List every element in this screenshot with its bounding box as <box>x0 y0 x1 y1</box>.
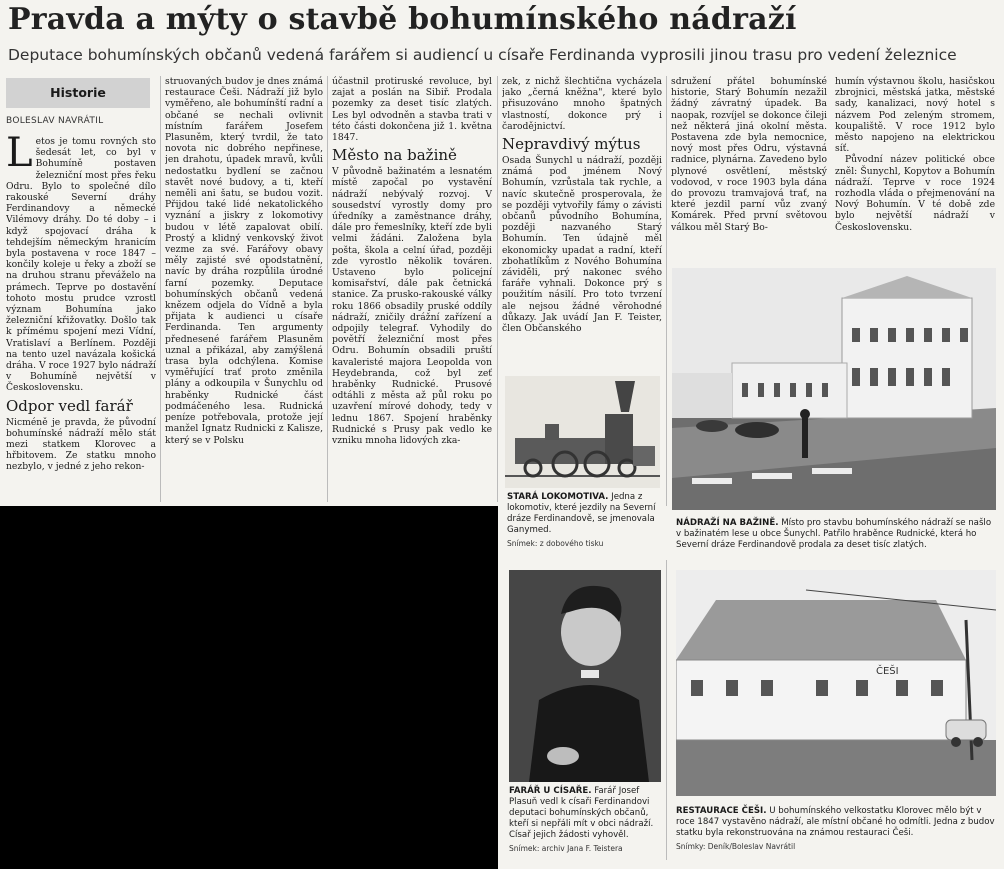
column-2 <box>165 76 323 502</box>
column-1-text-2: Nicméně je pravda, že původní bohumínské nádraží mělo stát mezi statkem Klorovec a hřbitovem. Ze statku mnoho nezbylo, v jedné z jeho rekon- <box>6 416 156 473</box>
dropcap: L <box>6 136 33 176</box>
column-6 <box>835 76 995 266</box>
column-5-text: sdružení přátel bohumínské historie, Starý Bohumín nezažil žádný závratný úpadek. Ba naopak, rozvíjel se dokonce čileji než některá jiná okolní města. Postavena zde byla nemocnice, nový most přes Odru, výstavná radnice, plynárna. Zavedeno bylo plynové osvětlení, městský vodovod, v roce 1903 byla dána do provozu tramvajová trať, na které jezdil parní vůz zvaný Komárek. Před první světovou válkou měl Starý Bo- <box>671 76 827 233</box>
caption-priest-title: FARÁŘ U CÍSAŘE. <box>509 786 592 796</box>
subhead-nepravdivy: Nepravdivý mýtus <box>502 135 641 154</box>
column-6-text-2: Původní název politické obce zněl: Šunychl, Kopytov a Bohumín nádraží. Teprve v roce 1924 rozhodla vláda o přejmenování na Nový Bohumín. V té době zde bylo největší nádraží v Československu. <box>835 154 995 233</box>
column-3 <box>332 76 492 502</box>
restaurant-sign: ČEŠI <box>876 666 899 677</box>
column-divider <box>497 76 498 502</box>
column-4-text: zek, z nichž šlechtična vycházela jako „černá kněžna", které bylo přisuzováno mnoho špatných vlastností, dokonce prý i čarodějnictví. <box>502 76 662 132</box>
caption-restaurant <box>676 806 996 852</box>
column-divider <box>666 560 667 860</box>
column-divider <box>327 76 328 502</box>
station-image <box>672 268 996 510</box>
caption-restaurant-title: RESTAURACE ČEŠI. <box>676 806 767 816</box>
column-1-text: etos je tomu rovných sto šedesát let, co byl v Bohumíně postaven železniční most přes řeku Odru. Bylo to společné dílo rakouské Severní dráhy Ferdinandovy a německé Vilémovy dráhy. Do té doby – i když spojovací dráha k tehdejším německým hranicím byla postavena v roce 1847 – končily koleje u řeky a zboží se na druhou stranu převáželo na prámech. Teprve po dostavění tohoto mostu prudce vzrostl význam Bohumína jako železniční křižovatky. Došlo tak k přímému spojení mezi Vídní, Vratislaví a Berlínem. Později na tento uzel navázala košická dráha. V roce 1927 bylo nádraží v Bohumíně největší v Československu. <box>6 136 156 394</box>
column-4-text-2: Osada Šunychl u nádraží, později známá pod jménem Nový Bohumín, vzrůstala tak rychle, a navíc skutečně prosperovala, že se později vytvořily fámy o závisti občanů původního Bohumína, později nazvaného Starý Bohumín. Ten údajně měl ekonomicky upadat a radní, kteří zbohatlíkům z Nového Bohumína záviděli, prý nakonec svého faráře vyhnali. Dokonce prý s použitím násilí. Pro toto tvrzení ale nejsou žádné věrohodné důkazy. Jak uvádí Jan F. Teister, člen Občanského <box>502 155 662 335</box>
rubric-label: Historie <box>6 78 150 108</box>
column-2-text: struovaných budov je dnes známá restaurace Češi. Nádraží již bylo vyměřeno, ale bohumínští radní a občané se nechali ovlivnit místním farářem Josefem Plasuněm, který tvrdil, že tato novota nic dobrého nepřinese, jen drahotu, úpadek mravů, kvůli nedostatku bydlení se začnou stavět nové budovy, a ti, kteří neměli ani šatu, se budou vozit. Přijdou také lidé nekatolického vyznání a jiskry z lokomotivy budou v létě zapalovat obilí. Prostý a klidný venkovský život vezme za své. Farářovy obavy měly zajisté své opodstatnění, navíc by dráha rozpůlila úrodné farní pozemky. Deputace bohumínských občanů vedená knězem odjela do Vídně a byla přijata k audienci u císaře Ferdinanda. Ten argumenty přednesené farářem Plasuněm uznal a přikázal, aby zamýšlená trasa byla odchýlena. Komise vyměřující trať proto změnila plány a odkoupila v Šunychlu od hraběnky Rudnické část podmáčeného lesa. Rudnická peníze potřebovala, protože její manžel Ignatz Rudnicki z Kalisze, který se v Polsku <box>165 76 323 446</box>
column-divider <box>666 76 667 506</box>
author-byline: BOLESLAV NAVRÁTIL <box>6 116 104 126</box>
column-5 <box>671 76 827 266</box>
caption-restaurant-credit: Snímky: Deník/Boleslav Navrátil <box>676 842 796 851</box>
column-4 <box>502 76 662 372</box>
caption-station-text: Místo pro stavbu bohumínského nádraží se našlo v bažinatém lese u obce Šunychl. Patřilo hraběnce Rudnické, která ho Severní dráze Ferdinandově prodala za deset tisíc zlatých. <box>676 518 992 550</box>
caption-locomotive <box>507 492 659 549</box>
priest-portrait-image <box>509 570 661 782</box>
subheadline: Deputace bohumínských občanů vedená farářem si audiencí u císaře Ferdinanda vyprosili jinou trasu pro vedení železnice <box>8 46 957 64</box>
column-1 <box>6 136 156 502</box>
restaurant-image <box>676 570 996 796</box>
column-3-text-2: V původně bažinatém a lesnatém místě započal po vystavění nádraží nebývalý rozvoj. V sousedství vyrostly domy pro úředníky a zaměstnance dráhy, dále pro řemeslníky, kteří zde byli velmi žádáni. Založena byla pošta, škola a celní úřad, později zde vyrostlo několik továren. Ustaveno bylo policejní komisařství, dále pak četnická stanice. Za prusko-rakouské války roku 1866 obsadily pruské oddíly nádraží, zničily drážní zařízení a odpojily telegraf. Vyhodily do povětří železniční most přes Odru. Bohumín obsadili pruští kavaleristé majora Leopolda von Heydebranda, což byl zeť hraběnky Rudnické. Prusové odtáhli z města až půl roku po uzavření mírové dohody, tedy v lednu 1867. Spojení hraběnky Rudnické s Prusy pak vedlo ke vzniku mnoha lidových zka- <box>332 166 492 447</box>
caption-station-title: NÁDRAŽÍ NA BAŽINĚ. <box>676 518 779 528</box>
column-6-text: humín výstavnou školu, hasičskou zbrojnici, městská jatka, městské sady, kanalizaci, nový hotel s názvem Pod zeleným stromem, koupaliště. V roce 1912 bylo město napojeno na elektrickou síť. <box>835 76 995 155</box>
caption-priest <box>509 786 664 854</box>
caption-priest-text: Farář Josef Plasuň vedl k císaři Ferdinandovi deputaci bohumínských občanů, kteří si nepřáli mít v obci nádraží. Císař jejich žádosti vyhověl. <box>509 786 654 840</box>
caption-locomotive-credit: Snímek: z dobového tisku <box>507 539 604 548</box>
caption-locomotive-text: Jedna z lokomotiv, které jezdily na Severní dráze Ferdinandově, se jmenovala Ganymed. <box>507 492 656 535</box>
headline: Pravda a mýty o stavbě bohumínského nádraží <box>8 2 797 37</box>
caption-restaurant-text: U bohumínského velkostatku Klorovec mělo být v roce 1847 vystavěno nádraží, ale místní občané ho odmítli. Jedna z budov statku byla rekonstruována na známou restauraci Češi. <box>676 806 995 838</box>
subhead-mesto: Město na bažině <box>332 146 457 165</box>
subhead-odpor: Odpor vedl farář <box>6 396 133 415</box>
caption-station <box>676 518 996 551</box>
caption-priest-credit: Snímek: archiv Jana F. Teistera <box>509 844 623 853</box>
caption-locomotive-title: STARÁ LOKOMOTIVA. <box>507 492 609 502</box>
locomotive-image <box>505 376 660 488</box>
column-3-text: účastnil protiruské revoluce, byl zajat a poslán na Sibiř. Prodala pozemky za deset tisíc zlatých. Les byl odvodněn a stavba trati v této části dokončena již 1. května 1847. <box>332 76 492 144</box>
column-divider <box>160 76 161 502</box>
